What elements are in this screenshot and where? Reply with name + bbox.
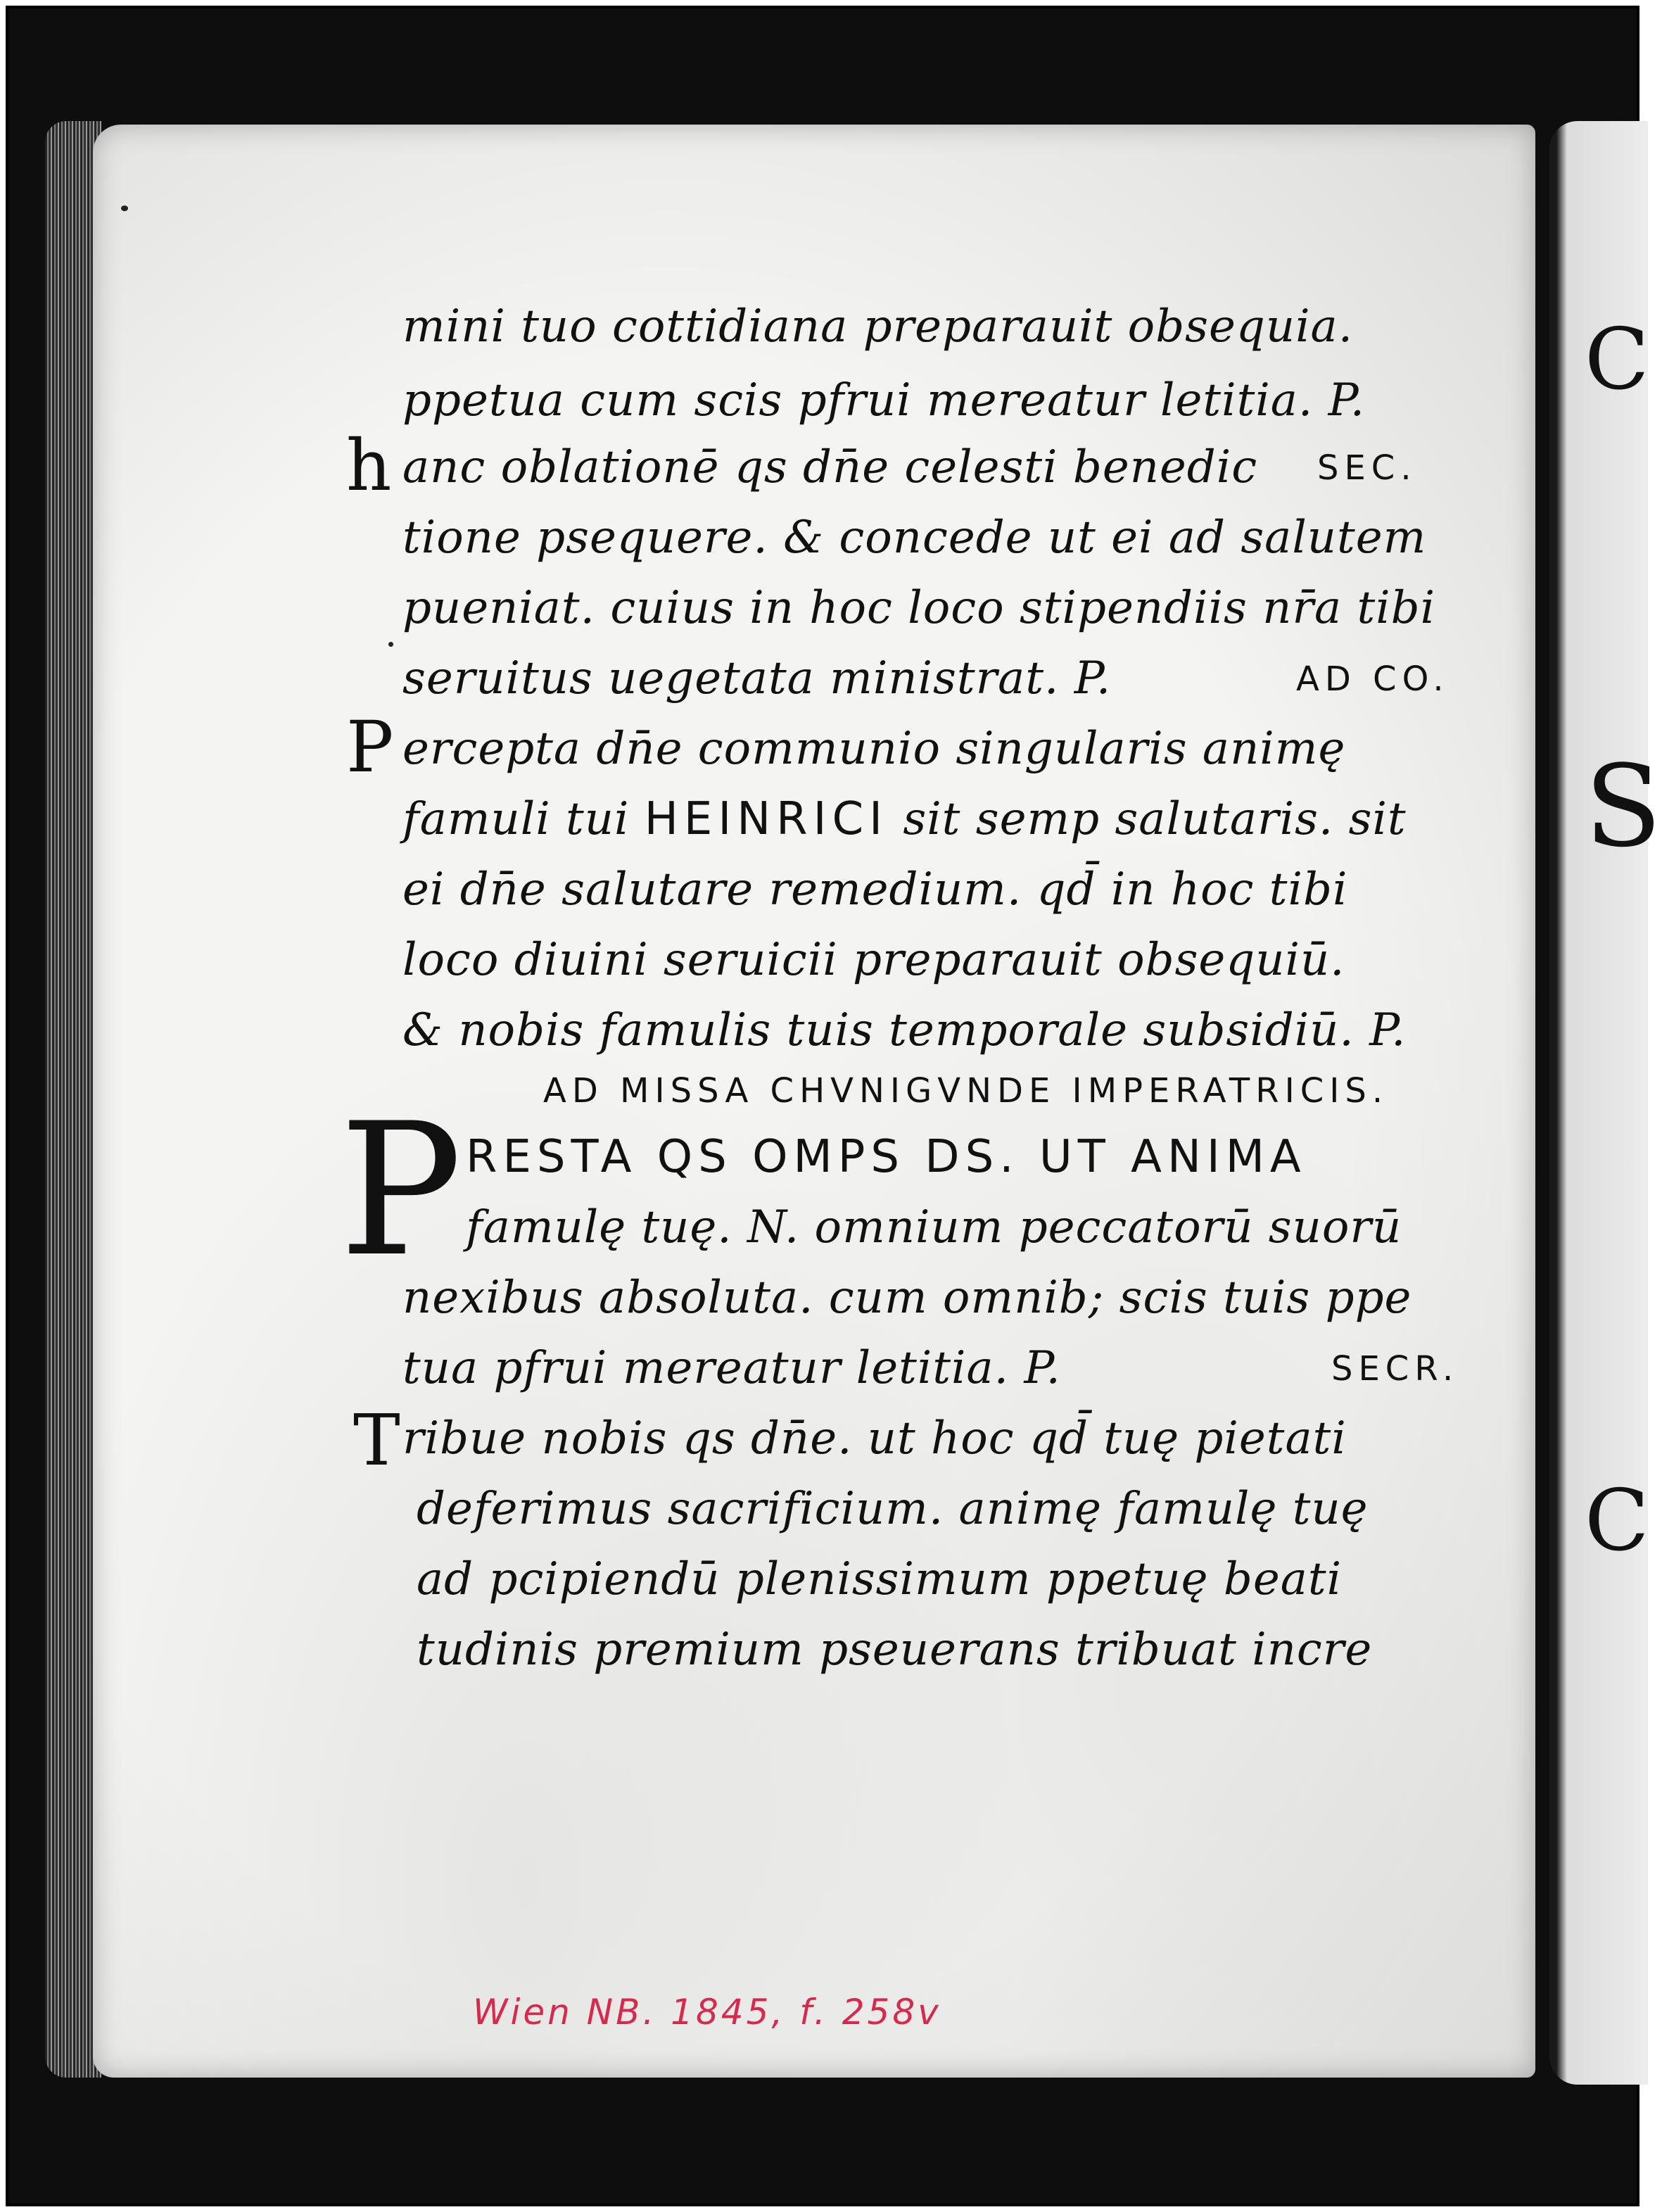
text-line: ercepta dn̄e communio singularis animę [402,723,1346,775]
text-line: tua pfrui mereatur letitia. P. [402,1342,1061,1394]
facing-letter: S [1585,740,1662,872]
text-line: deferimus sacrificium. animę famulę tuę [417,1483,1369,1535]
presta-capitals: RESTA QS OMPS DS. UT ANIMA [466,1131,1307,1183]
rubric-ad-com: AD CO. [1296,659,1450,699]
photograph-frame [6,6,1662,2206]
text-line: & nobis famulis tuis temporale subsidiū. P. [402,1004,1407,1056]
rubric-secreta: SEC. [1317,448,1417,488]
text-line: mini tuo cottidiana preparauit obsequia. [402,301,1354,353]
text-segment: famuli tui [402,793,630,845]
text-line: anc oblationē qs dn̄e celesti benedic [402,441,1258,493]
text-line: ribue nobis qs dn̄e. ut hoc qd̄ tuę pietati [402,1412,1347,1465]
ink-speck [121,206,128,211]
text-line: tione psequere. & concede ut ei ad salutem [402,512,1427,564]
shelfmark-annotation: Wien NB. 1845, f. 258v [473,1992,941,2033]
rubric-secr: SECR. [1331,1349,1459,1389]
text-line: ad pcipiendū plenissimum ppetuę beati [417,1553,1343,1605]
initial-p: P [346,706,394,788]
text-segment: sit semp salutaris. sit [903,793,1407,845]
text-line: famulę tuę. N. omnium peccatorū suorū [466,1201,1402,1253]
facing-page [1549,121,1648,2085]
initial-p-large: P [339,1085,462,1297]
initial-h: h [346,424,392,507]
text-line: pueniat. cuius in hoc loco stipendiis nr̄a tibi [402,582,1436,634]
initial-t: T [353,1399,400,1481]
text-line: loco diuini seruicii preparauit obsequiū. [402,934,1345,986]
facing-letter: C [1585,311,1649,409]
text-line: seruitus uegetata ministrat. P. [402,652,1112,704]
text-line [402,793,1407,845]
name-heinrici: HEINRICI [644,793,888,845]
text-line: ei dn̄e salutare remedium. qd̄ in hoc tibi [402,864,1348,916]
text-line: ppetua cum scis pfrui mereatur letitia. P. [402,374,1366,426]
text-line: tudinis premium pseuerans tribuat incre [417,1624,1373,1676]
facing-letter: C [1585,1472,1649,1570]
ink-speck [388,642,393,647]
text-line: nexibus absoluta. cum omnib; scis tuis ppe [402,1272,1412,1324]
rubric-ad-missa: AD MISSA CHVNIGVNDE IMPERATRICIS. [543,1071,1389,1111]
